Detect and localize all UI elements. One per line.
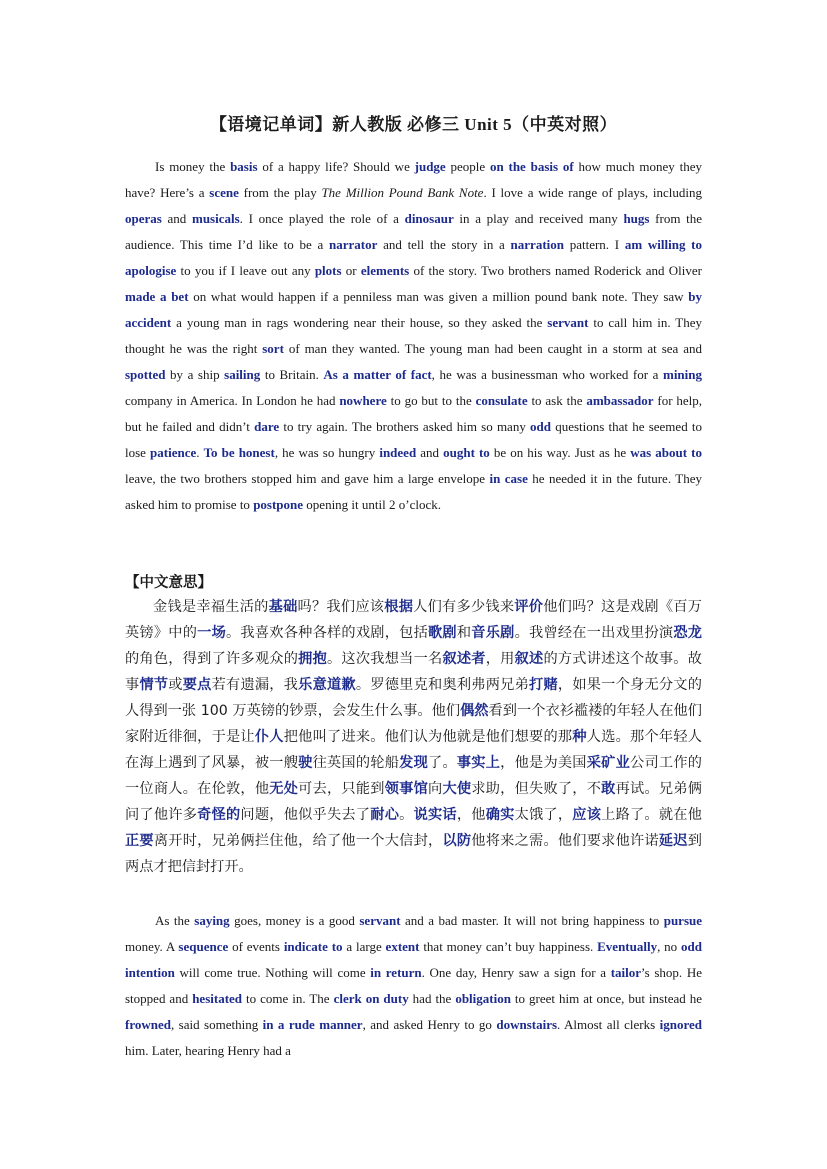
vocab-keyword: 评价: [514, 599, 544, 615]
vocab-keyword: 仆人: [254, 729, 284, 745]
text-run: . I once played the role of a: [239, 211, 405, 226]
english-paragraph-1: [125, 154, 702, 518]
text-run: 可去，只能到: [298, 781, 385, 797]
text-run: on what would happen if a penniless man was given a million pound bank note. They saw: [188, 289, 689, 304]
text-run: . I love a wide range of plays, including: [483, 185, 703, 200]
text-run: opening it until 2 o’clock.: [303, 497, 441, 512]
text-run: goes, money is a good: [229, 913, 360, 928]
vocab-keyword: spotted: [125, 367, 166, 382]
vocab-keyword: 奇怪的: [197, 807, 241, 823]
vocab-keyword: 无处: [269, 781, 299, 797]
text-run: 往英国的轮船: [312, 755, 400, 771]
vocab-keyword: judge: [414, 159, 446, 174]
vocab-keyword: 驶: [298, 755, 313, 771]
text-run: 的角色，得到了许多观众的: [125, 651, 299, 667]
text-run: .: [196, 445, 204, 460]
text-run: , said something: [170, 1017, 263, 1032]
vocab-keyword: servant: [547, 315, 589, 330]
vocab-keyword: 领事馆: [384, 781, 429, 797]
text-run: him. Later, hearing Henry had a: [125, 1043, 291, 1058]
text-run: 太饿了，: [514, 807, 573, 823]
vocab-keyword: on the basis of: [489, 159, 574, 174]
text-run: to Britain.: [260, 367, 324, 382]
text-run: 再试。兄弟俩问了他许多: [125, 781, 702, 823]
text-run: from the play: [238, 185, 322, 200]
text-run: from the audience. This time I’d like to be a: [125, 211, 703, 252]
text-run: , no: [657, 939, 682, 954]
text-run: in a play and received many: [453, 211, 624, 226]
text-run: to greet him at once, but instead he: [510, 991, 702, 1006]
vocab-keyword: in case: [489, 471, 528, 486]
text-run: to you if I leave out any: [176, 263, 315, 278]
text-run: of events: [228, 939, 284, 954]
text-run: 。: [399, 807, 414, 823]
text-run: and: [161, 211, 192, 226]
text-run: for help, but he failed and didn’t: [125, 393, 703, 434]
text-run: and: [416, 445, 444, 460]
vocab-keyword: 延迟: [658, 833, 688, 849]
text-run: of a happy life? Should we: [257, 159, 415, 174]
vocab-keyword: musicals: [191, 211, 240, 226]
vocab-keyword: elements: [360, 263, 410, 278]
text-run: 的方式讲述这个故事。故事: [125, 651, 702, 693]
text-run: be on his way. Just as he: [489, 445, 631, 460]
text-run: to come in. The: [242, 991, 334, 1006]
text-run: and tell the story in a: [377, 237, 511, 252]
text-run: he needed it in the future. They asked him to promise to: [125, 471, 702, 512]
text-run: to try again. The brothers asked him so many: [279, 419, 531, 434]
vocab-keyword: 大使: [442, 781, 472, 797]
text-run: money. A: [125, 939, 179, 954]
chinese-paragraph: [125, 594, 702, 880]
text-run: 。这次我想当一名: [327, 651, 443, 667]
text-run: of man they wanted. The young man had been caught in a storm at sea and: [283, 341, 702, 356]
chinese-meaning-heading: 【中文意思】: [125, 575, 212, 591]
vocab-keyword: made a bet: [125, 289, 189, 304]
vocab-keyword: extent: [385, 939, 420, 954]
page-title: 【语境记单词】新人教版 必修三 Unit 5（中英对照）: [209, 115, 618, 134]
vocab-keyword: 音乐剧: [471, 625, 515, 641]
vocab-keyword: am willing to apologise: [125, 237, 703, 278]
vocab-keyword: 以防: [442, 833, 472, 849]
text-run: ，如果一个身无分文的人得到一张 100 万英镑的钞票，会发生什么事。他们: [125, 677, 702, 719]
vocab-keyword: 恐龙: [673, 625, 702, 641]
vocab-keyword: 情节: [139, 677, 169, 693]
text-run: 到两点才把信封打开。: [125, 833, 702, 875]
text-run: 和: [456, 625, 472, 641]
text-run: and a bad master. It will not bring happiness to: [400, 913, 664, 928]
vocab-keyword: in a rude manner: [262, 1017, 363, 1032]
text-run: 公司工作的一位商人。在伦敦，他: [125, 755, 702, 797]
text-run: that money can’t buy happiness.: [419, 939, 598, 954]
vocab-keyword: 确实: [485, 807, 515, 823]
vocab-keyword: clerk on duty: [333, 991, 409, 1006]
text-run: ，他是为美国: [500, 755, 587, 771]
vocab-keyword: 乐意道歉: [298, 677, 356, 693]
text-run: Is money the: [155, 159, 231, 174]
text-run: by a ship: [165, 367, 225, 382]
vocab-keyword: hugs: [623, 211, 650, 226]
vocab-keyword: postpone: [253, 497, 304, 512]
text-run: of the story. Two brothers named Roderick and Oliver: [409, 263, 702, 278]
text-run: 人选。那个年轻人在海上遇到了风暴，被一艘: [125, 729, 702, 771]
text-run: , he was so hungry: [274, 445, 380, 460]
text-run: 问题，他似乎失去了: [240, 807, 371, 823]
vocab-keyword: frowned: [125, 1017, 171, 1032]
text-run: 若有遗漏，我: [211, 677, 299, 693]
vocab-keyword: plots: [314, 263, 342, 278]
text-run: As the: [155, 913, 195, 928]
vocab-keyword: 发现: [399, 755, 429, 771]
vocab-keyword: 叙述: [514, 651, 544, 667]
vocab-keyword: downstairs: [496, 1017, 558, 1032]
text-run: 求助，但失败了，不: [471, 781, 602, 797]
text-run: 离开时，兄弟俩拦住他，给了他一个大信封，: [153, 833, 443, 849]
text-run: 。罗德里克和奥利弗两兄弟: [355, 677, 530, 693]
text-run: . Almost all clerks: [557, 1017, 660, 1032]
italic-title: The Million Pound Bank Note: [321, 185, 484, 200]
vocab-keyword: 打赌: [529, 677, 558, 693]
vocab-keyword: ambassador: [586, 393, 654, 408]
vocab-keyword: narration: [510, 237, 564, 252]
vocab-keyword: To be honest: [203, 445, 275, 460]
vocab-keyword: sailing: [224, 367, 261, 382]
vocab-keyword: pursue: [663, 913, 703, 928]
vocab-keyword: 种: [572, 729, 587, 745]
vocab-keyword: sequence: [178, 939, 229, 954]
text-run: 上路了。就在他: [601, 807, 702, 823]
text-run: 。我曾经在一出戏里扮演: [514, 625, 674, 641]
vocab-keyword: mining: [662, 367, 702, 382]
vocab-keyword: basis: [230, 159, 258, 174]
vocab-keyword: As a matter of fact: [323, 367, 432, 382]
vocab-keyword: ought to: [443, 445, 490, 460]
text-run: 人们有多少钱来: [413, 599, 515, 615]
text-run: will come true. Nothing will come: [174, 965, 371, 980]
text-run: leave, the two brothers stopped him and gave him a large envelope: [125, 471, 490, 486]
vocab-keyword: 说实话: [413, 807, 457, 823]
vocab-keyword: tailor: [610, 965, 642, 980]
vocab-keyword: nowhere: [339, 393, 387, 408]
vocab-keyword: 应该: [572, 807, 602, 823]
vocab-keyword: 拥抱: [298, 651, 327, 667]
vocab-keyword: ignored: [659, 1017, 702, 1032]
text-run: 看到一个衣衫褴褛的年轻人在他们家附近徘徊，于是让: [125, 703, 702, 745]
vocab-keyword: dare: [254, 419, 280, 434]
vocab-keyword: 正要: [125, 833, 154, 849]
vocab-keyword: saying: [194, 913, 230, 928]
vocab-keyword: was about to: [630, 445, 702, 460]
vocab-keyword: obligation: [455, 991, 511, 1006]
text-run: ，他: [456, 807, 486, 823]
vocab-keyword: operas: [125, 211, 162, 226]
vocab-keyword: by accident: [125, 289, 702, 330]
text-run: 向: [428, 781, 443, 797]
vocab-keyword: 敢: [601, 781, 616, 797]
text-run: to ask the: [527, 393, 587, 408]
text-run: 了。: [428, 755, 457, 771]
vocab-keyword: 耐心: [370, 807, 400, 823]
text-run: ，用: [485, 651, 515, 667]
text-run: . One day, Henry saw a sign for a: [421, 965, 611, 980]
text-run: had the: [408, 991, 456, 1006]
text-run: ’s shop. He stopped and: [125, 965, 702, 1006]
vocab-keyword: 歌剧: [428, 625, 457, 641]
text-run: 吗？我们应该: [297, 599, 385, 615]
vocab-keyword: odd: [530, 419, 551, 434]
vocab-keyword: indeed: [379, 445, 417, 460]
text-run: 他们吗？这是戏剧《百万英镑》中的: [125, 599, 702, 641]
text-run: 把他叫了进来。他们认为他就是他们想要的那: [283, 729, 573, 745]
text-run: 金钱是幸福生活的: [153, 599, 269, 615]
text-run: a young man in rags wondering near their house, so they asked the: [171, 315, 548, 330]
vocab-keyword: odd intention: [125, 939, 702, 980]
text-run: people: [445, 159, 490, 174]
vocab-keyword: servant: [359, 913, 401, 928]
text-run: to call him in. They thought he was the right: [125, 315, 702, 356]
vocab-keyword: 要点: [182, 677, 212, 693]
text-run: a large: [342, 939, 386, 954]
text-run: company in America. In London he had: [125, 393, 340, 408]
vocab-keyword: 事实上: [456, 755, 501, 771]
english-paragraph-2: [125, 908, 702, 1064]
vocab-keyword: narrator: [328, 237, 378, 252]
vocab-keyword: 根据: [384, 599, 414, 615]
text-run: 他将来之需。他们要求他许诺: [471, 833, 659, 849]
text-run: or: [341, 263, 361, 278]
text-run: questions that he seemed to lose: [125, 419, 703, 460]
vocab-keyword: dinosaur: [404, 211, 454, 226]
vocab-keyword: 一场: [197, 625, 226, 641]
text-run: 。我喜欢各种各样的戏剧，包括: [226, 625, 428, 641]
vocab-keyword: in return: [370, 965, 422, 980]
vocab-keyword: scene: [209, 185, 239, 200]
text-run: , he was a businessman who worked for a: [431, 367, 663, 382]
text-run: , and asked Henry to go: [362, 1017, 497, 1032]
vocab-keyword: 基础: [268, 599, 298, 615]
text-run: pattern. I: [564, 237, 625, 252]
vocab-keyword: consulate: [475, 393, 528, 408]
vocab-keyword: Eventually: [597, 939, 658, 954]
vocab-keyword: indicate to: [283, 939, 343, 954]
vocab-keyword: patience: [150, 445, 197, 460]
text-run: to go but to the: [386, 393, 476, 408]
text-run: how much money they have? Here’s a: [125, 159, 702, 200]
text-run: 或: [168, 677, 183, 693]
vocab-keyword: 偶然: [460, 703, 489, 719]
vocab-keyword: sort: [262, 341, 284, 356]
vocab-keyword: hesitated: [192, 991, 243, 1006]
vocab-keyword: 叙述者: [442, 651, 486, 667]
vocab-keyword: 采矿业: [586, 755, 631, 771]
